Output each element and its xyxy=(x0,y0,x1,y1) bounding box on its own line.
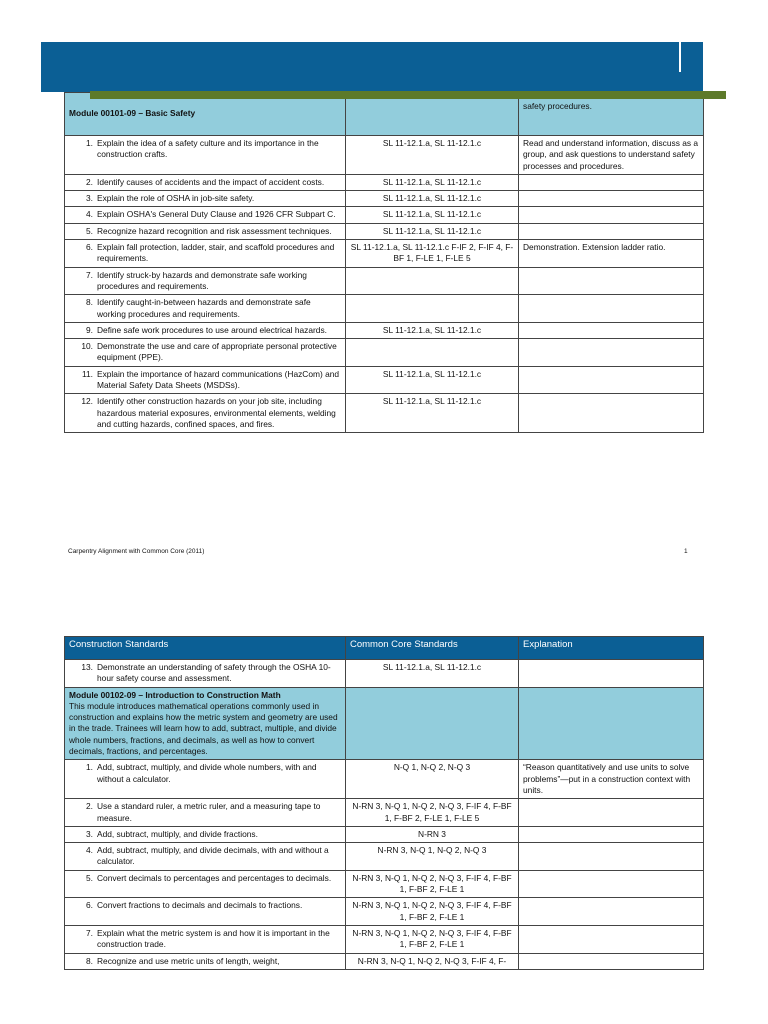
table-row xyxy=(65,870,704,898)
row-number: 7. xyxy=(86,927,93,938)
row-common-core: SL 11-12.1.a, SL 11-12.1.c xyxy=(346,322,519,338)
header-construction-standards: Construction Standards xyxy=(65,637,346,660)
row-standard-text: Explain the importance of hazard communications (HazCom) and Material Safety Data Sheets (MSDSs). xyxy=(97,368,340,391)
row-explanation xyxy=(519,870,704,898)
row-standard-text: Recognize and use metric units of length, weight, xyxy=(97,955,280,966)
row-standard-text: Use a standard ruler, a metric ruler, and a measuring tape to measure. xyxy=(97,801,321,823)
row-explanation xyxy=(519,953,704,969)
row-number: 4. xyxy=(86,845,93,856)
header-explanation: Explanation xyxy=(519,637,704,660)
row-explanation xyxy=(519,322,704,338)
row-explanation xyxy=(519,191,704,207)
module-explanation: safety procedures. xyxy=(523,101,592,111)
row-common-core: N-RN 3, N-Q 1, N-Q 2, N-Q 3 xyxy=(346,843,519,871)
table-row xyxy=(65,925,704,953)
row-standard-text: Demonstrate an understanding of safety through the OSHA 10-hour safety course and assessment. xyxy=(97,662,331,684)
row-explanation: “Reason quantitatively and use units to solve problems”—put in a construction context with units. xyxy=(519,760,704,799)
row-common-core: N-RN 3, N-Q 1, N-Q 2, N-Q 3, F-IF 4, F-BF 1, F-BF 2, F-LE 1, F-LE 5 xyxy=(346,799,519,827)
table-row xyxy=(65,174,704,190)
header-banner-notch xyxy=(679,42,703,72)
row-common-core: SL 11-12.1.a, SL 11-12.1.c xyxy=(346,136,519,175)
row-standard-text: Explain the idea of a safety culture and its importance in the construction crafts. xyxy=(97,138,319,160)
row-number: 8. xyxy=(86,297,93,308)
table-row xyxy=(65,660,704,688)
table-row xyxy=(65,322,704,338)
row-number: 5. xyxy=(86,225,93,236)
header-banner-notch-lower xyxy=(679,72,703,92)
row-number: 12. xyxy=(81,396,93,407)
row-explanation xyxy=(519,925,704,953)
row-number: 6. xyxy=(86,900,93,911)
row-standard-text: Convert fractions to decimals and decimals to fractions. xyxy=(97,900,303,911)
row-common-core: SL 11-12.1.a, SL 11-12.1.c xyxy=(346,191,519,207)
row-explanation xyxy=(519,826,704,842)
table-header-row xyxy=(65,637,704,660)
row-number: 2. xyxy=(86,176,93,187)
table-row xyxy=(65,760,704,799)
header-common-core-standards: Common Core Standards xyxy=(346,637,519,660)
row-number: 7. xyxy=(86,269,93,280)
row-standard-text: Define safe work procedures to use around electrical hazards. xyxy=(97,324,327,335)
row-number: 11. xyxy=(81,368,93,379)
row-explanation xyxy=(519,207,704,223)
row-common-core: SL 11-12.1.a, SL 11-12.1.c xyxy=(346,174,519,190)
row-standard-text: Identify other construction hazards on your job site, including hazardous material exposures, environmental elements, welding and cutting hazards, confined spaces, and fires. xyxy=(97,396,336,429)
row-standard-text: Explain the role of OSHA in job-site safety. xyxy=(97,193,255,204)
row-explanation xyxy=(519,267,704,295)
row-number: 8. xyxy=(86,955,93,966)
row-explanation xyxy=(519,174,704,190)
row-explanation xyxy=(519,843,704,871)
row-standard-text: Add, subtract, multiply, and divide whole numbers, with and without a calculator. xyxy=(97,762,317,784)
row-common-core: N-RN 3, N-Q 1, N-Q 2, N-Q 3, F-IF 4, F- xyxy=(346,953,519,969)
row-standard-text: Explain OSHA's General Duty Clause and 1926 CFR Subpart C. xyxy=(97,209,336,220)
row-common-core xyxy=(346,295,519,323)
row-common-core: N-RN 3 xyxy=(346,826,519,842)
standards-table-page-1 xyxy=(64,92,704,433)
table-row xyxy=(65,339,704,367)
row-number: 6. xyxy=(86,242,93,253)
row-number: 13. xyxy=(81,662,93,672)
table-row xyxy=(65,394,704,433)
table-row xyxy=(65,136,704,175)
row-standard-text: Demonstrate the use and care of appropriate personal protective equipment (PPE). xyxy=(97,341,337,363)
row-common-core: SL 11-12.1.a, SL 11-12.1.c xyxy=(346,366,519,394)
module-title: Module 00102-09 – Introduction to Construction Math xyxy=(69,689,281,700)
page-number: 1 xyxy=(684,548,688,555)
row-explanation: Read and understand information, discuss as a group, and ask questions to understand safety processes and procedures. xyxy=(519,136,704,175)
row-number: 10. xyxy=(81,341,93,352)
row-number: 3. xyxy=(86,828,93,839)
row-number: 4. xyxy=(86,209,93,220)
row-standard-text: Recognize hazard recognition and risk assessment techniques. xyxy=(97,225,332,236)
row-common-core: SL 11-12.1.a, SL 11-12.1.c xyxy=(346,207,519,223)
header-banner xyxy=(41,42,703,92)
table-row xyxy=(65,223,704,239)
table-row xyxy=(65,267,704,295)
row-explanation xyxy=(519,339,704,367)
header-accent-line xyxy=(90,91,726,99)
table-row xyxy=(65,953,704,969)
table-row xyxy=(65,295,704,323)
row-common-core: N-Q 1, N-Q 2, N-Q 3 xyxy=(346,760,519,799)
table-row xyxy=(65,191,704,207)
table-row xyxy=(65,826,704,842)
row-common-core: SL 11-12.1.a, SL 11-12.1.c xyxy=(346,223,519,239)
row-explanation xyxy=(519,898,704,926)
table-row xyxy=(65,898,704,926)
row-standard-text: Convert decimals to percentages and percentages to decimals. xyxy=(97,872,332,883)
row-number: 1. xyxy=(86,762,93,773)
row-standard-text: Identify caught-in-between hazards and demonstrate safe working procedures and requirements. xyxy=(97,297,311,319)
standards-table-page-2 xyxy=(64,636,704,970)
module-row xyxy=(65,687,704,760)
footer-title: Carpentry Alignment with Common Core (2011) xyxy=(68,548,205,555)
row-number: 1. xyxy=(86,138,93,148)
row-standard-text: Add, subtract, multiply, and divide decimals, with and without a calculator. xyxy=(97,845,329,867)
module-description: This module introduces mathematical operations commonly used in construction and explains how the metric system and geometry are used in the trade. Trainees will learn how to add, subtract, multiple, and divide whole numbers, fractions, and decimals, as well as how to convert decimals, fractions, and percentages. xyxy=(69,700,338,757)
row-standard-text: Identify struck-by hazards and demonstrate safe working procedures and requirements. xyxy=(97,269,307,291)
row-number: 5. xyxy=(86,872,93,883)
row-number: 2. xyxy=(86,801,93,812)
row-explanation xyxy=(519,394,704,433)
row-common-core: SL 11-12.1.a, SL 11-12.1.c F-IF 2, F-IF 4, F-BF 1, F-LE 1, F-LE 5 xyxy=(346,240,519,268)
table-row xyxy=(65,207,704,223)
row-standard-text: Explain what the metric system is and how it is important in the construction trade. xyxy=(97,927,330,950)
row-common-core xyxy=(346,267,519,295)
module-title: Module 00101-09 – Basic Safety xyxy=(69,108,196,119)
row-common-core: N-RN 3, N-Q 1, N-Q 2, N-Q 3, F-IF 4, F-BF 1, F-BF 2, F-LE 1 xyxy=(346,925,519,953)
row-common-core: N-RN 3, N-Q 1, N-Q 2, N-Q 3, F-IF 4, F-BF 1, F-BF 2, F-LE 1 xyxy=(346,870,519,898)
row-common-core: SL 11-12.1.a, SL 11-12.1.c xyxy=(346,394,519,433)
row-explanation xyxy=(519,366,704,394)
row-number: 9. xyxy=(86,324,93,335)
row-standard-text: Add, subtract, multiply, and divide fractions. xyxy=(97,828,258,839)
row-standard-text: Explain fall protection, ladder, stair, and scaffold procedures and requirements. xyxy=(97,242,335,264)
table-row xyxy=(65,799,704,827)
row-number: 3. xyxy=(86,193,93,204)
row-explanation xyxy=(519,295,704,323)
row-explanation xyxy=(519,799,704,827)
table-row xyxy=(65,843,704,871)
row-common-core: N-RN 3, N-Q 1, N-Q 2, N-Q 3, F-IF 4, F-BF 1, F-BF 2, F-LE 1 xyxy=(346,898,519,926)
row-standard-text: Identify causes of accidents and the impact of accident costs. xyxy=(97,176,325,187)
row-explanation: Demonstration. Extension ladder ratio. xyxy=(519,240,704,268)
row-common-core xyxy=(346,339,519,367)
table-row xyxy=(65,240,704,268)
row-common-core: SL 11-12.1.a, SL 11-12.1.c xyxy=(346,660,519,688)
table-row xyxy=(65,366,704,394)
row-explanation xyxy=(519,223,704,239)
row-explanation xyxy=(519,660,704,688)
